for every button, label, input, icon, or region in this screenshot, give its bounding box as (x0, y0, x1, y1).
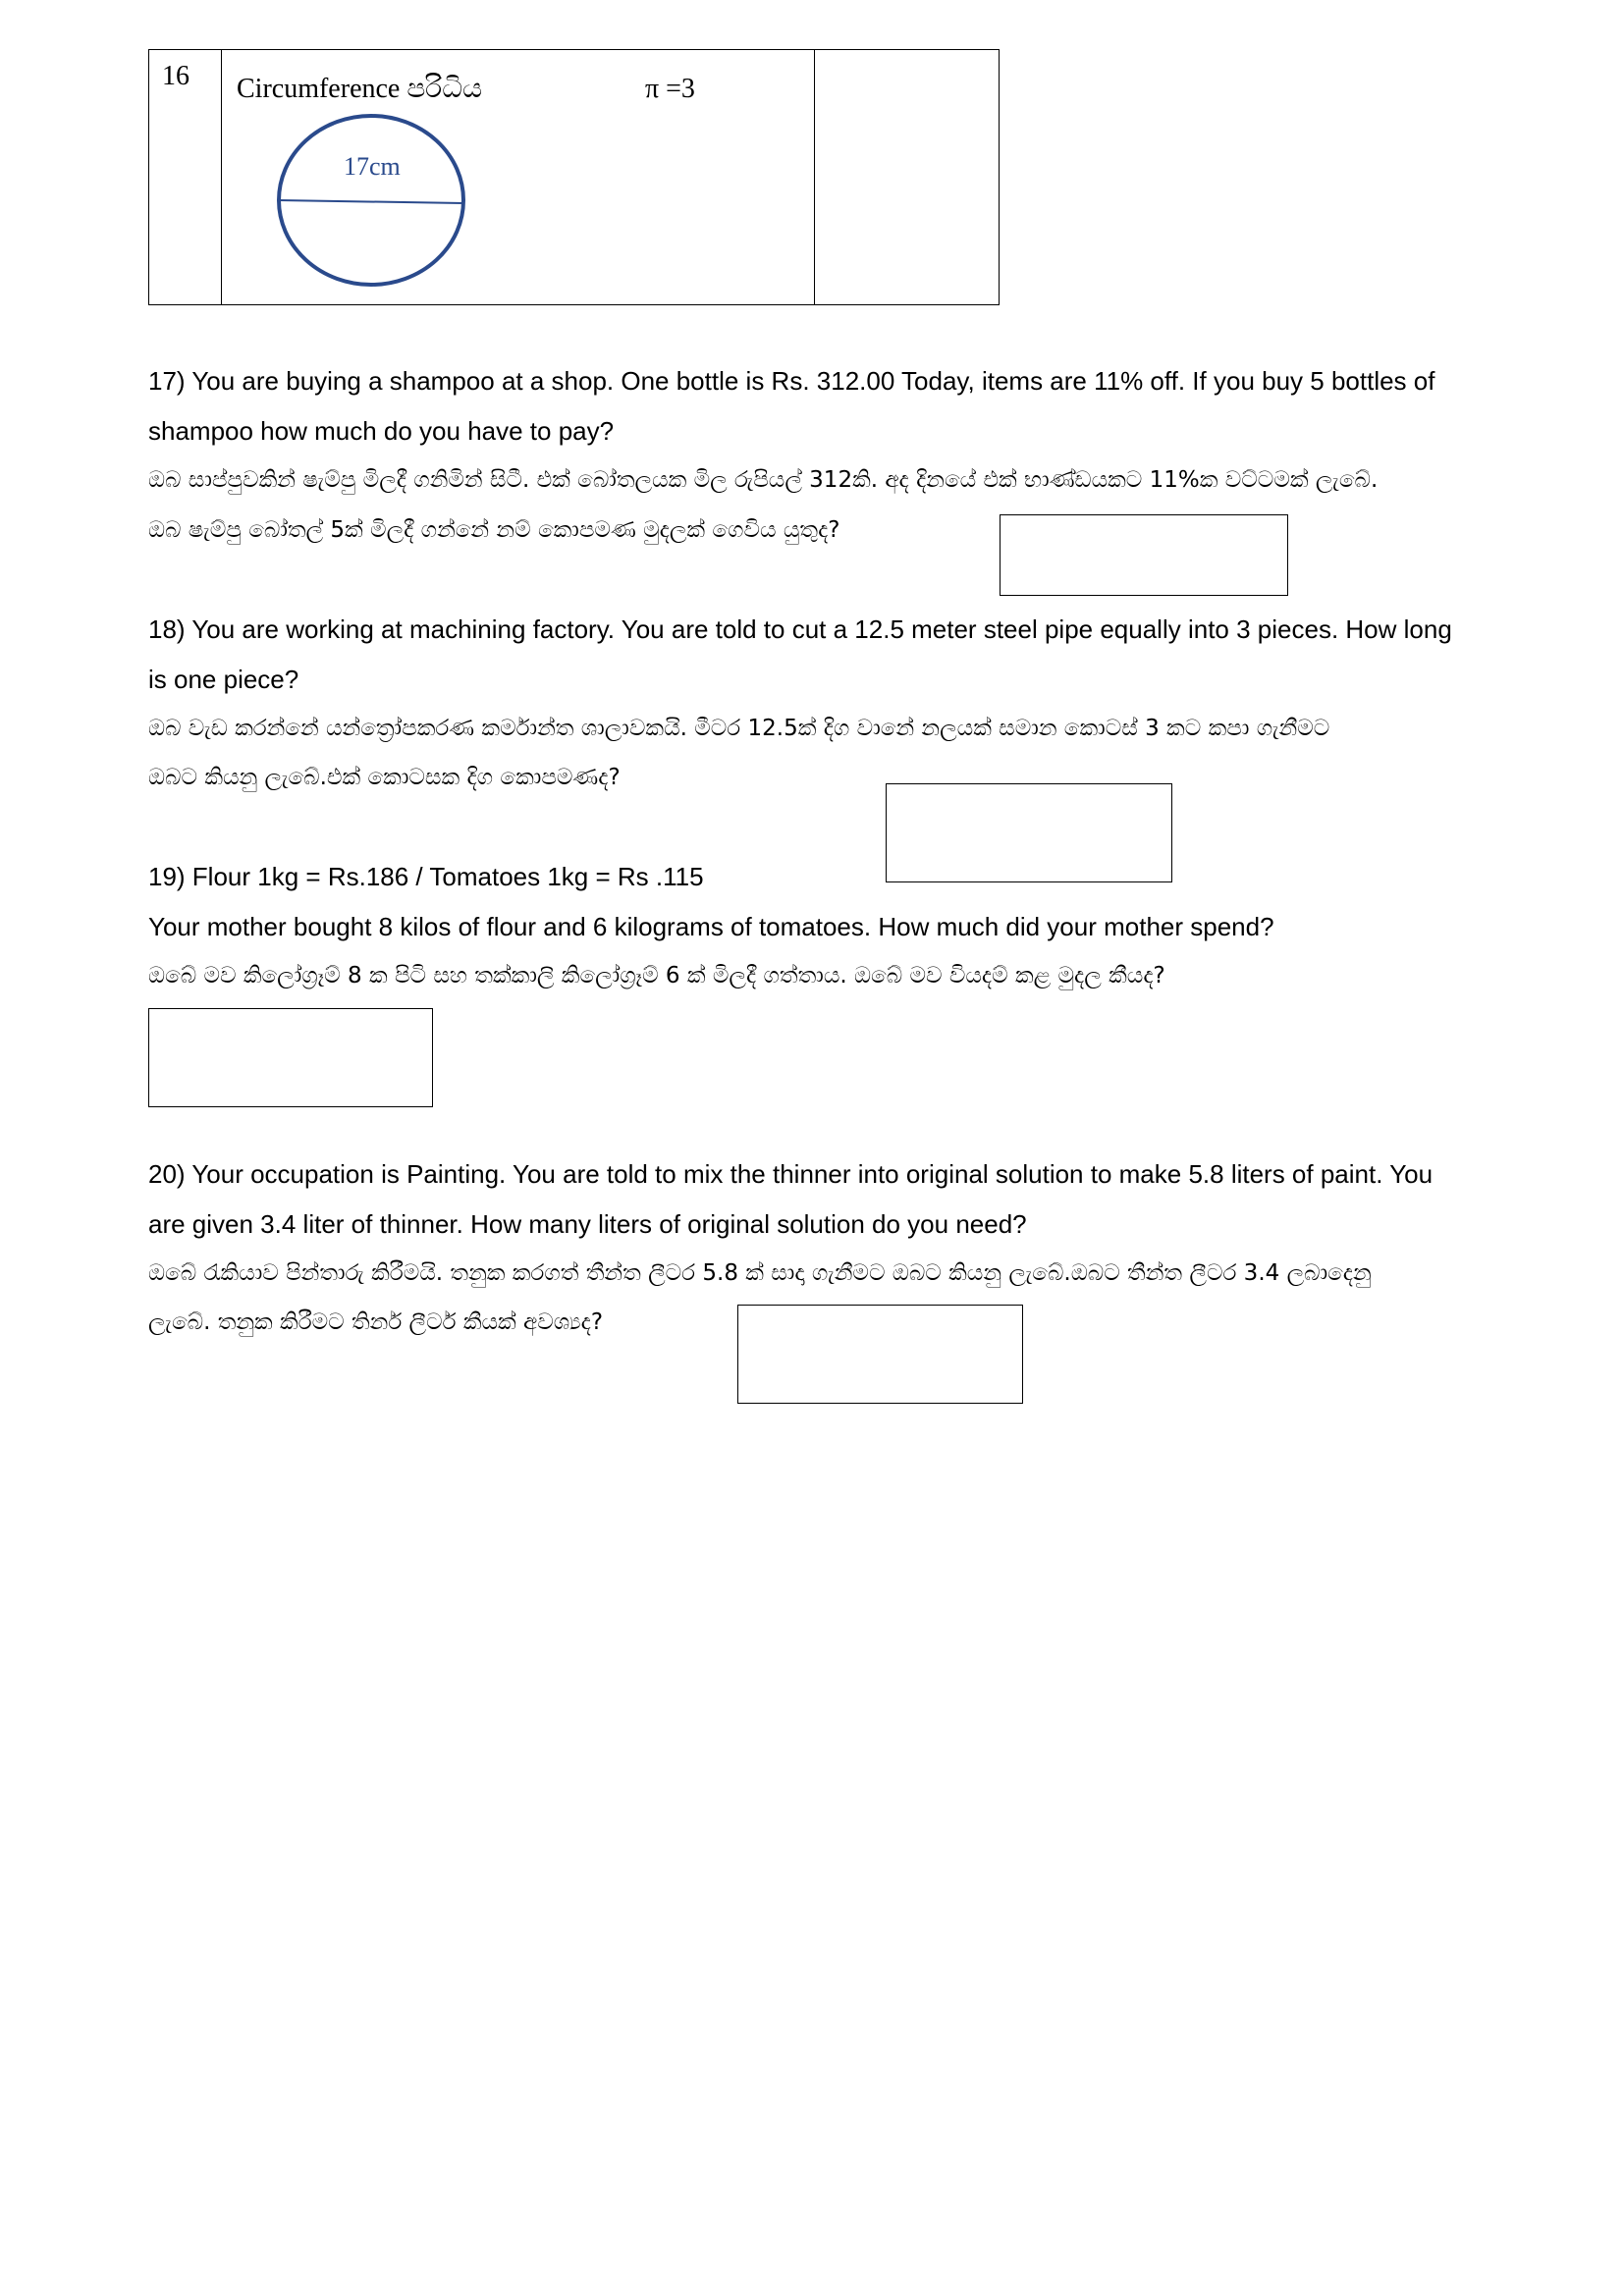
q20-sinhala-line-1: ඔබේ රැකියාව පින්තාරු කිරීමයි. තනුක කරගත් තීන්ත ලීටර 5.8 ක් සාදා ගැනීමට ඔබට කියනු ලැබේ.ඔබට තීන්ත ලීටර 3.4 ලබාදෙනු (148, 1260, 1372, 1286)
q16-number: 16 (162, 61, 189, 91)
q18-text-line-2: is one piece? (148, 665, 299, 694)
q18-text-line-1: 18) You are working at machining factory. You are told to cut a 12.5 meter steel pipe equally into 3 pieces. How long (148, 614, 1452, 644)
q20-text-line-2: are given 3.4 liter of thinner. How many liters of original solution do you need? (148, 1209, 1027, 1239)
diameter-line (279, 200, 463, 203)
q17-sinhala-line-2: ඔබ ෂැම්පු බෝතල් 5ක් මිලදී ගන්නේ නම් කොපමණ මුදලක් ගෙවිය යුතුද? (148, 517, 840, 543)
q19-prices: 19) Flour 1kg = Rs.186 / Tomatoes 1kg = Rs .115 (148, 862, 704, 891)
q17-text-line-1: 17) You are buying a shampoo at a shop. One bottle is Rs. 312.00 Today, items are 11% off. If you buy 5 bottles of (148, 366, 1435, 396)
q17-answer-box[interactable] (1000, 514, 1288, 596)
q19-sinhala-line-1: ඔබේ මව කිලෝග්‍රෑම් 8 ක පිටි සහ තක්කාලි කිලෝග්‍රෑම් 6 ක් මිලදී ගත්තාය. ඔබේ මව වියදම් කළ මුදල කීයද? (148, 963, 1165, 988)
q16-circle-diagram (265, 108, 481, 294)
q18-sinhala-line-2: ඔබට කියනු ලැබේ.එක් කොටසක දිග කොපමණද? (148, 765, 621, 790)
q17-text-line-2: shampoo how much do you have to pay? (148, 416, 615, 446)
q20-answer-box[interactable] (737, 1305, 1023, 1404)
q16-title: Circumference පරිධිය (237, 74, 483, 104)
q19-answer-box[interactable] (148, 1008, 433, 1107)
circle-diameter-label: 17cm (344, 152, 401, 181)
q19-text-line-1: Your mother bought 8 kilos of flour and 6 kilograms of tomatoes. How much did your mother spend? (148, 912, 1274, 941)
q16-answer-cell[interactable] (814, 50, 999, 304)
q16-pi: π =3 (645, 74, 695, 104)
q17-sinhala-line-1: ඔබ සාප්පුවකින් ෂැම්පු මිලදී ගනිමින් සිටී. එක් බෝතලයක මිල රුපියල් 312කි. අද දිනයේ එක් භාණ්ඩයකට 11%ක වට්ටමක් ලැබේ. (148, 467, 1379, 493)
q20-sinhala-line-2: ලැබේ. තනුක කිරීමට තිනර් ලීටර් කීයක් අවශ්‍යද? (148, 1309, 604, 1335)
q18-answer-box[interactable] (886, 783, 1172, 882)
q18-sinhala-line-1: ඔබ වැඩ කරන්නේ යන්ත්‍රෝපකරණ කර්මාන්ත ශාලාවකයි. මීටර 12.5ක් දිග වානේ නලයක් සමාන කොටස් 3 කට කපා ගැනීමට (148, 716, 1330, 741)
q20-text-line-1: 20) Your occupation is Painting. You are told to mix the thinner into original solution to make 5.8 liters of paint. You (148, 1159, 1434, 1189)
